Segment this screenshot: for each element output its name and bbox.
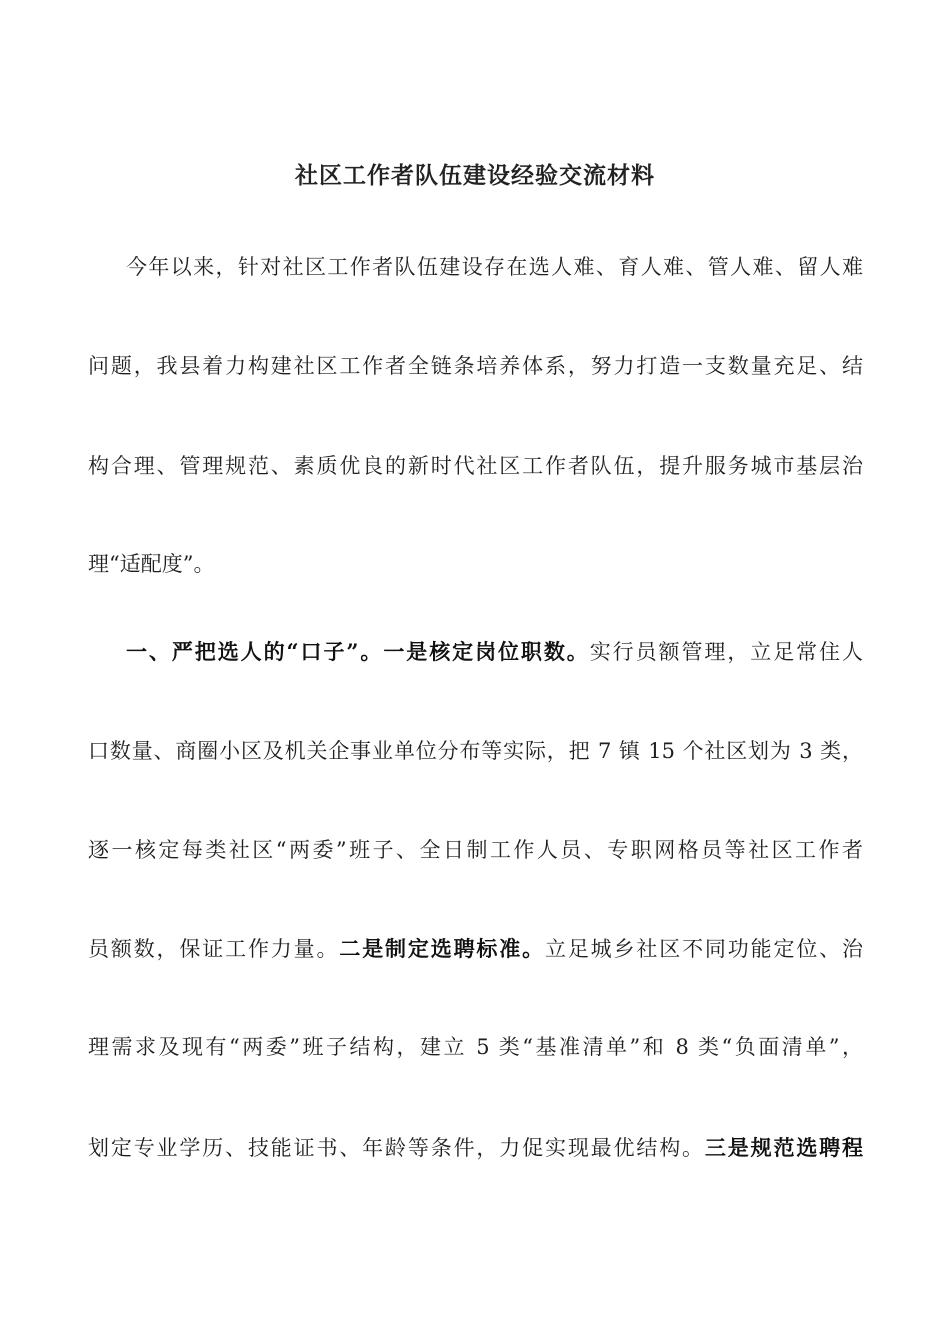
paragraph-2-line-1-text: 实行员额管理，立足常住人 — [589, 640, 863, 664]
paragraph-1-line-2: 问题，我县着力构建社区工作者全链条培养体系，努力打造一支数量充足、结 — [88, 354, 863, 378]
paragraph-2-line-3: 逐一核定每类社区“两委”班子、全日制工作人员、专职网格员等社区工作者 — [88, 838, 863, 862]
paragraph-1-line-1: 今年以来，针对社区工作者队伍建设存在选人难、育人难、管人难、留人难 — [126, 255, 863, 279]
document-title: 社区工作者队伍建设经验交流材料 — [295, 162, 655, 189]
paragraph-2-line-4-text: 员额数，保证工作力量。 — [88, 937, 340, 961]
paragraph-2-line-5: 理需求及现有“两委”班子结构，建立 5 类“基准清单”和 8 类“负面清单”， — [88, 1035, 863, 1059]
paragraph-2-line-4-text-2: 立足城乡社区不同功能定位、治 — [544, 937, 864, 961]
subheading-1: 一是核定岗位职数。 — [383, 639, 590, 664]
paragraph-1-line-3: 构合理、管理规范、素质优良的新时代社区工作者队伍，提升服务城市基层治 — [88, 454, 863, 478]
paragraph-2-line-6-text: 划定专业学历、技能证书、年龄等条件，力促实现最优结构。 — [88, 1136, 705, 1160]
paragraph-2-line-2: 口数量、商圈小区及机关企事业单位分布等实际，把 7 镇 15 个社区划为 3 类， — [88, 739, 863, 763]
paragraph-2-line-6 — [88, 1128, 863, 1168]
subheading-2: 二是制定选聘标准。 — [339, 936, 545, 961]
subheading-3: 三是规范选聘程 — [704, 1135, 864, 1160]
section-heading-1: 一、严把选人的“口子”。 — [126, 639, 384, 664]
paragraph-2-line-4 — [88, 929, 863, 969]
paragraph-2-line-1 — [126, 632, 863, 672]
paragraph-1-line-4: 理“适配度”。 — [88, 552, 215, 576]
